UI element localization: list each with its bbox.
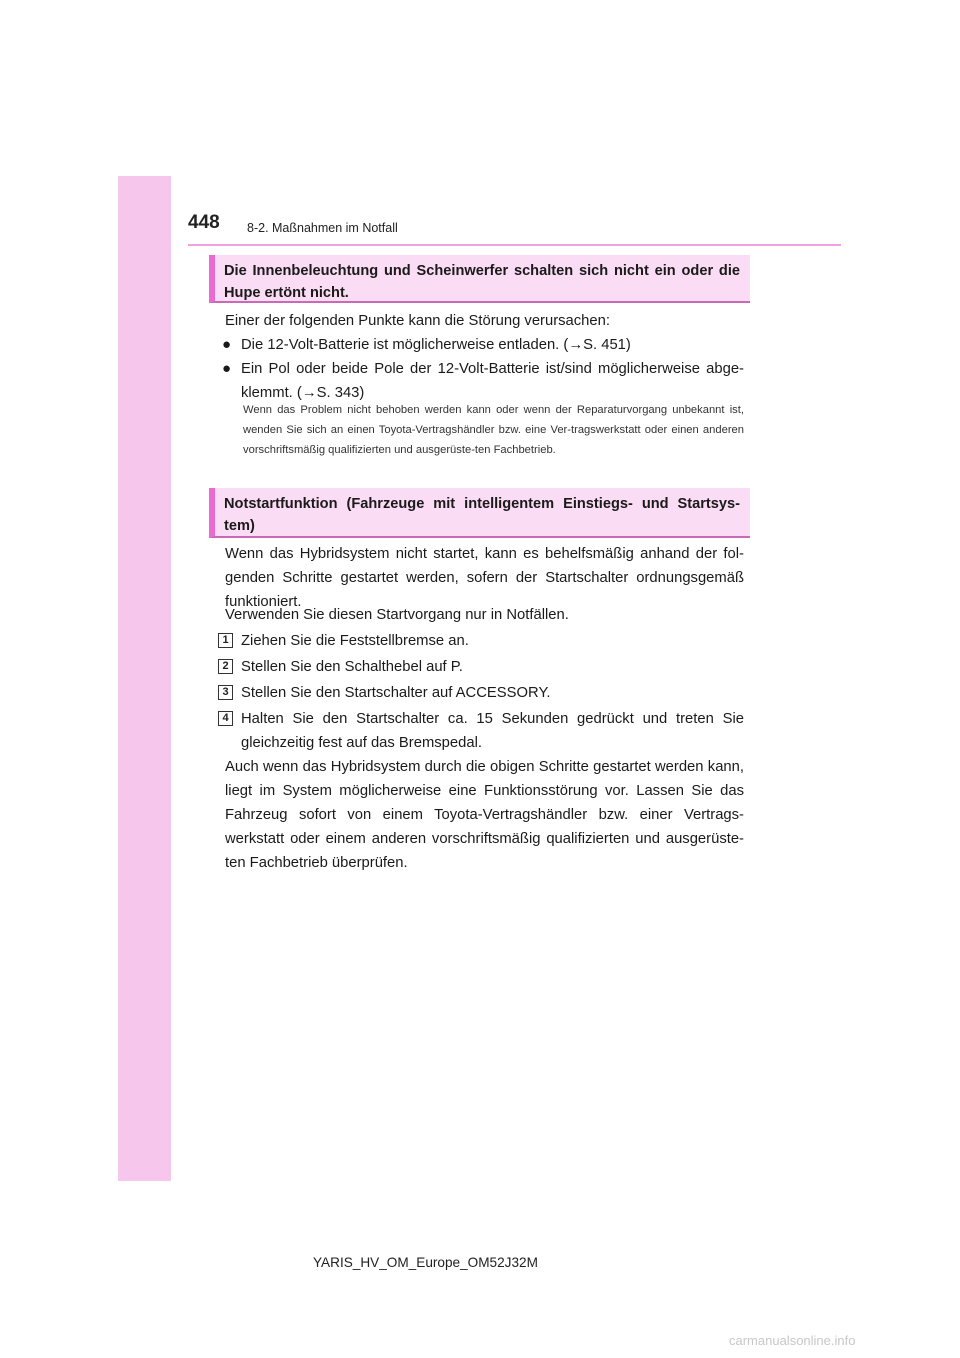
step-number-icon: 3 xyxy=(218,685,233,700)
section-title: 8-2. Maßnahmen im Notfall xyxy=(247,221,398,235)
list-item-text: Ein Pol oder beide Pole der 12-Volt-Batterie ist/sind möglicherweise abge-klemmt. (→S. 343) xyxy=(241,361,744,401)
list-item xyxy=(222,357,744,405)
side-tab-bar xyxy=(118,176,171,1181)
section2-intro: Wenn das Hybridsystem nicht startet, kann es behelfsmäßig anhand der fol-genden Schritte gestartet werden, sofern der Startschalter ordnungsgemäß funktioniert. xyxy=(225,546,744,610)
step-4 xyxy=(218,707,744,755)
step-text: Stellen Sie den Startschalter auf ACCESSORY. xyxy=(241,685,551,701)
step-3 xyxy=(218,681,744,705)
bullet-icon: ● xyxy=(222,360,232,377)
step-number-icon: 2 xyxy=(218,659,233,674)
section1-intro: Einer der folgenden Punkte kann die Störung verursachen: xyxy=(225,313,610,329)
section2-closing: Auch wenn das Hybridsystem durch die obigen Schritte gestartet werden kann, liegt im System möglicherweise eine Funktionsstörung vor. Lassen Sie das Fahrzeug sofort von einem Toyota-Vertragshändler bzw. einer Vertrags-werkstatt oder einem anderen vorschriftsmäßig qualifizierten und ausgerüste-ten Fachbetrieb überprüfen. xyxy=(225,759,744,871)
list-item-text: Die 12-Volt-Batterie ist möglicherweise entladen. (→S. 451) xyxy=(241,337,631,353)
page-number: 448 xyxy=(188,212,220,233)
step-number-icon: 4 xyxy=(218,711,233,726)
step-text: Ziehen Sie die Feststellbremse an. xyxy=(241,633,469,649)
list-item xyxy=(222,333,744,357)
step-2 xyxy=(218,655,744,679)
step-text: Halten Sie den Startschalter ca. 15 Sekunden gedrückt und treten Sie gleichzeitig fest auf das Bremspedal. xyxy=(241,711,744,751)
step-text: Stellen Sie den Schalthebel auf P. xyxy=(241,659,463,675)
section-heading-lights-horn: Die Innenbeleuchtung und Scheinwerfer schalten sich nicht ein oder die Hupe ertönt nicht. xyxy=(209,255,750,303)
section-heading-emergency-start: Notstartfunktion (Fahrzeuge mit intelligentem Einstiegs- und Startsys-tem) xyxy=(209,488,750,538)
watermark: carmanualsonline.info xyxy=(729,1333,856,1348)
footer-doc-id: YARIS_HV_OM_Europe_OM52J32M xyxy=(313,1255,538,1270)
header-divider xyxy=(188,244,841,246)
bullet-icon: ● xyxy=(222,336,232,353)
step-1 xyxy=(218,629,744,653)
step-number-icon: 1 xyxy=(218,633,233,648)
section1-note: Wenn das Problem nicht behoben werden kann oder wenn der Reparaturvorgang unbekannt ist, wenden Sie sich an einen Toyota-Vertragshändler bzw. eine Ver-tragswerkstatt oder einen anderen vorschriftsmäßig qualifizierten und ausgerüste-ten Fachbetrieb. xyxy=(243,404,744,456)
section2-intro-emergency: Verwenden Sie diesen Startvorgang nur in Notfällen. xyxy=(225,607,569,623)
